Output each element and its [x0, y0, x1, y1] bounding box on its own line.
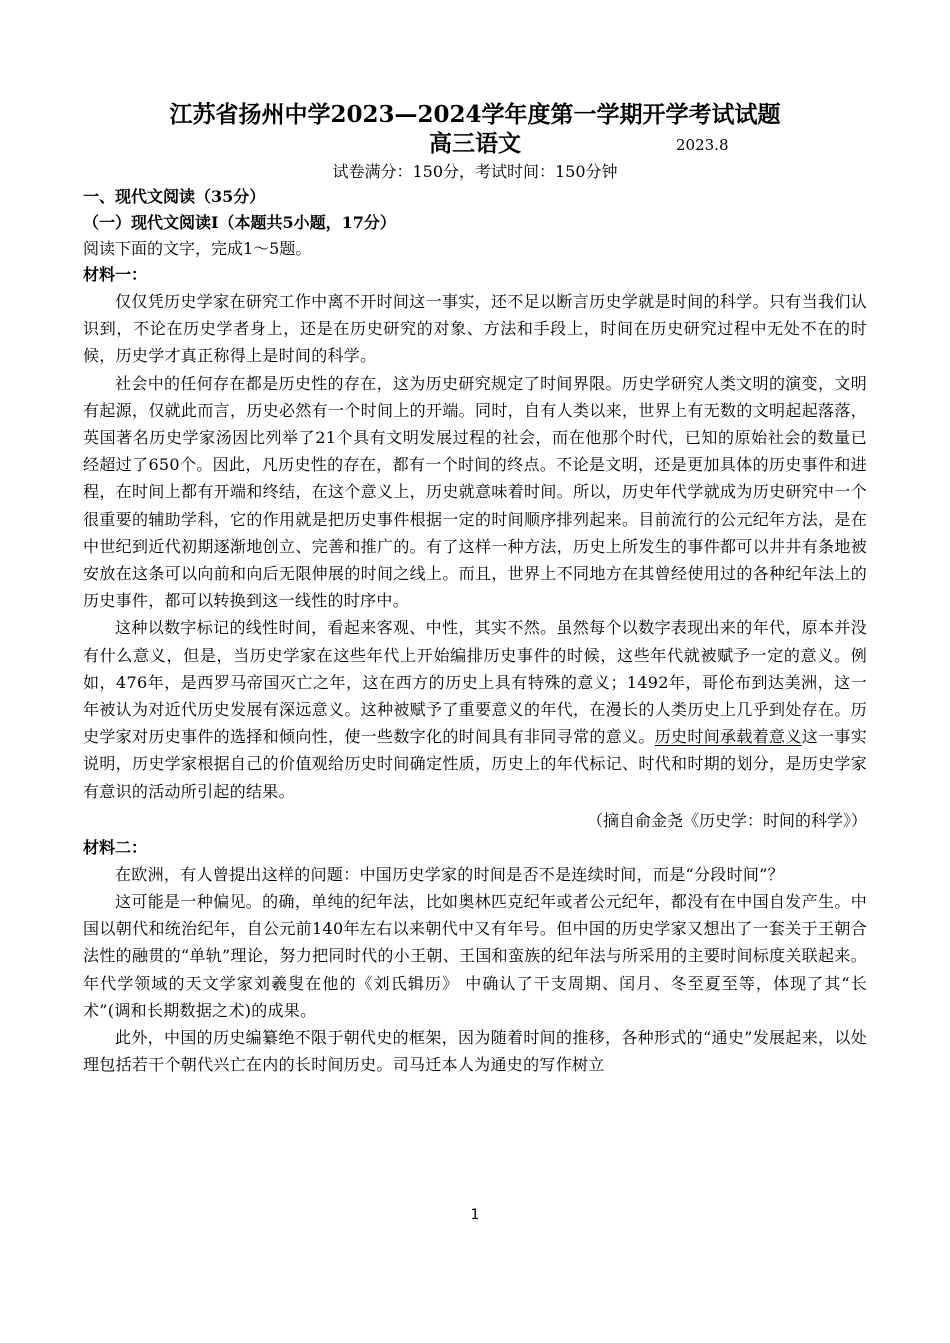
material-one-source: （摘自俞金尧《历史学：时间的科学》） [586, 810, 867, 830]
exam-date: 2023.8 [676, 136, 729, 154]
paragraph-3-text-after: 这一事实说明，历史学家根据自己的价值观给历史时间确定性质，历史上的年代标记、时代和时期的划分，是历史学家有意识的活动所引起的结果。 [83, 727, 868, 801]
material-two-paragraph-1: 在欧洲，有人曾提出这样的问题：中国历史学家的时间是否不是连续时间，而是“分段时间”？ [115, 864, 784, 884]
material-two-paragraph-2: 这可能是一种偏见。的确，单纯的纪年法，比如奥林匹克纪年或者公元纪年，都没有在中国自发产生。中国以朝代和统治纪年，自公元前140年左右以来朝代中又有年号。但中国的历史学家又想出了一套关于王朝合法性的融贯的“单轨”理论，努力把同时代的小王朝、王国和蛮族的纪年法与所采用的主要时间标度关联起来。年代学领域的天文学家刘羲叟在他的《刘氏辑历》 中确认了干支周期、闰月、冬至夏至等，体现了其“长术”(调和长期数据之术)的成果。 [83, 892, 867, 1020]
material-two-paragraph-3: 此外，中国的历史编纂绝不限于朝代史的框架，因为随着时间的推移，各种形式的“通史”发展起来，以处理包括若干个朝代兴亡在内的长时间历史。司马迁本人为通史的写作树立 [83, 1028, 867, 1075]
exam-title: 江苏省扬州中学2023—2024学年度第一学期开学考试试题 [169, 101, 781, 128]
material-one-label: 材料一： [83, 265, 148, 284]
paragraph-3-text-before: 这种以数字标记的线性时间，看起来客观、中性，其实不然。虽然每个以数字表现出来的年代，原本并没有什么意义，但是，当历史学家在这些年代上开始编排历史事件的时候，这些年代就被赋予一定的意义。例如，476年，是西罗马帝国灭亡之年，这在西方的历史上具有特殊的意义；1492年，哥伦布到达美洲，这一年被认为对近代历史发展有深远意义。这种被赋予了重要意义的年代，在漫长的人类历史上几乎到处存在。历史学家对历史事件的选择和倾向性，使一些数字化的时间具有非同寻常的意义。 [83, 618, 867, 747]
underlined-phrase: 历史时间承载着意义 [654, 727, 802, 747]
material-one-paragraph-1: 仅仅凭历史学家在研究工作中离不开时间这一事实，还不足以断言历史学就是时间的科学。只有当我们认识到，不论在历史学者身上，还是在历史研究的对象、方法和手段上，时间在历史研究过程中无处不在的时候，历史学才真正称得上是时间的科学。 [83, 292, 867, 366]
exam-meta: 试卷满分：150分，考试时间：150分钟 [332, 162, 618, 181]
material-one-paragraph-2: 社会中的任何存在都是历史性的存在，这为历史研究规定了时间界限。历史学研究人类文明的演变，文明有起源，仅就此而言，历史必然有一个时间上的开端。同时，自有人类以来，世界上有无数的文明起起落落，英国著名历史学家汤因比列举了21个具有文明发展过程的社会，而在他那个时代，已知的原始社会的数量已经超过了650个。因此，凡历史性的存在，都有一个时间的终点。不论是文明，还是更加具体的历史事件和进程，在时间上都有开端和终结，在这个意义上，历史就意味着时间。所以，历史年代学就成为历史研究中一个很重要的辅助学科，它的作用就是把历史事件根据一定的时间顺序排列起来。目前流行的公元纪年方法，是在中世纪到近代初期逐渐地创立、完善和推广的。有了这样一种方法，历史上所发生的事件都可以井井有条地被安放在这条可以向前和向后无限伸展的时间之线上。而且，世界上不同地方在其曾经使用过的各种纪年法上的历史事件，都可以转换到这一线性的时序中。 [83, 373, 867, 611]
subtitle-row [83, 130, 867, 158]
exam-page [83, 100, 867, 1078]
page-number: 1 [470, 1207, 480, 1223]
material-two-label: 材料二： [83, 837, 148, 857]
exam-subtitle: 高三语文 [429, 130, 521, 157]
section-heading: 一、现代文阅读（35分） [83, 187, 266, 206]
instruction-text: 阅读下面的文字，完成1～5题。 [83, 239, 312, 258]
material-one-paragraph-3 [83, 614, 867, 804]
sub-section-heading: （一）现代文阅读Ⅰ（本题共5小题，17分） [83, 213, 396, 232]
